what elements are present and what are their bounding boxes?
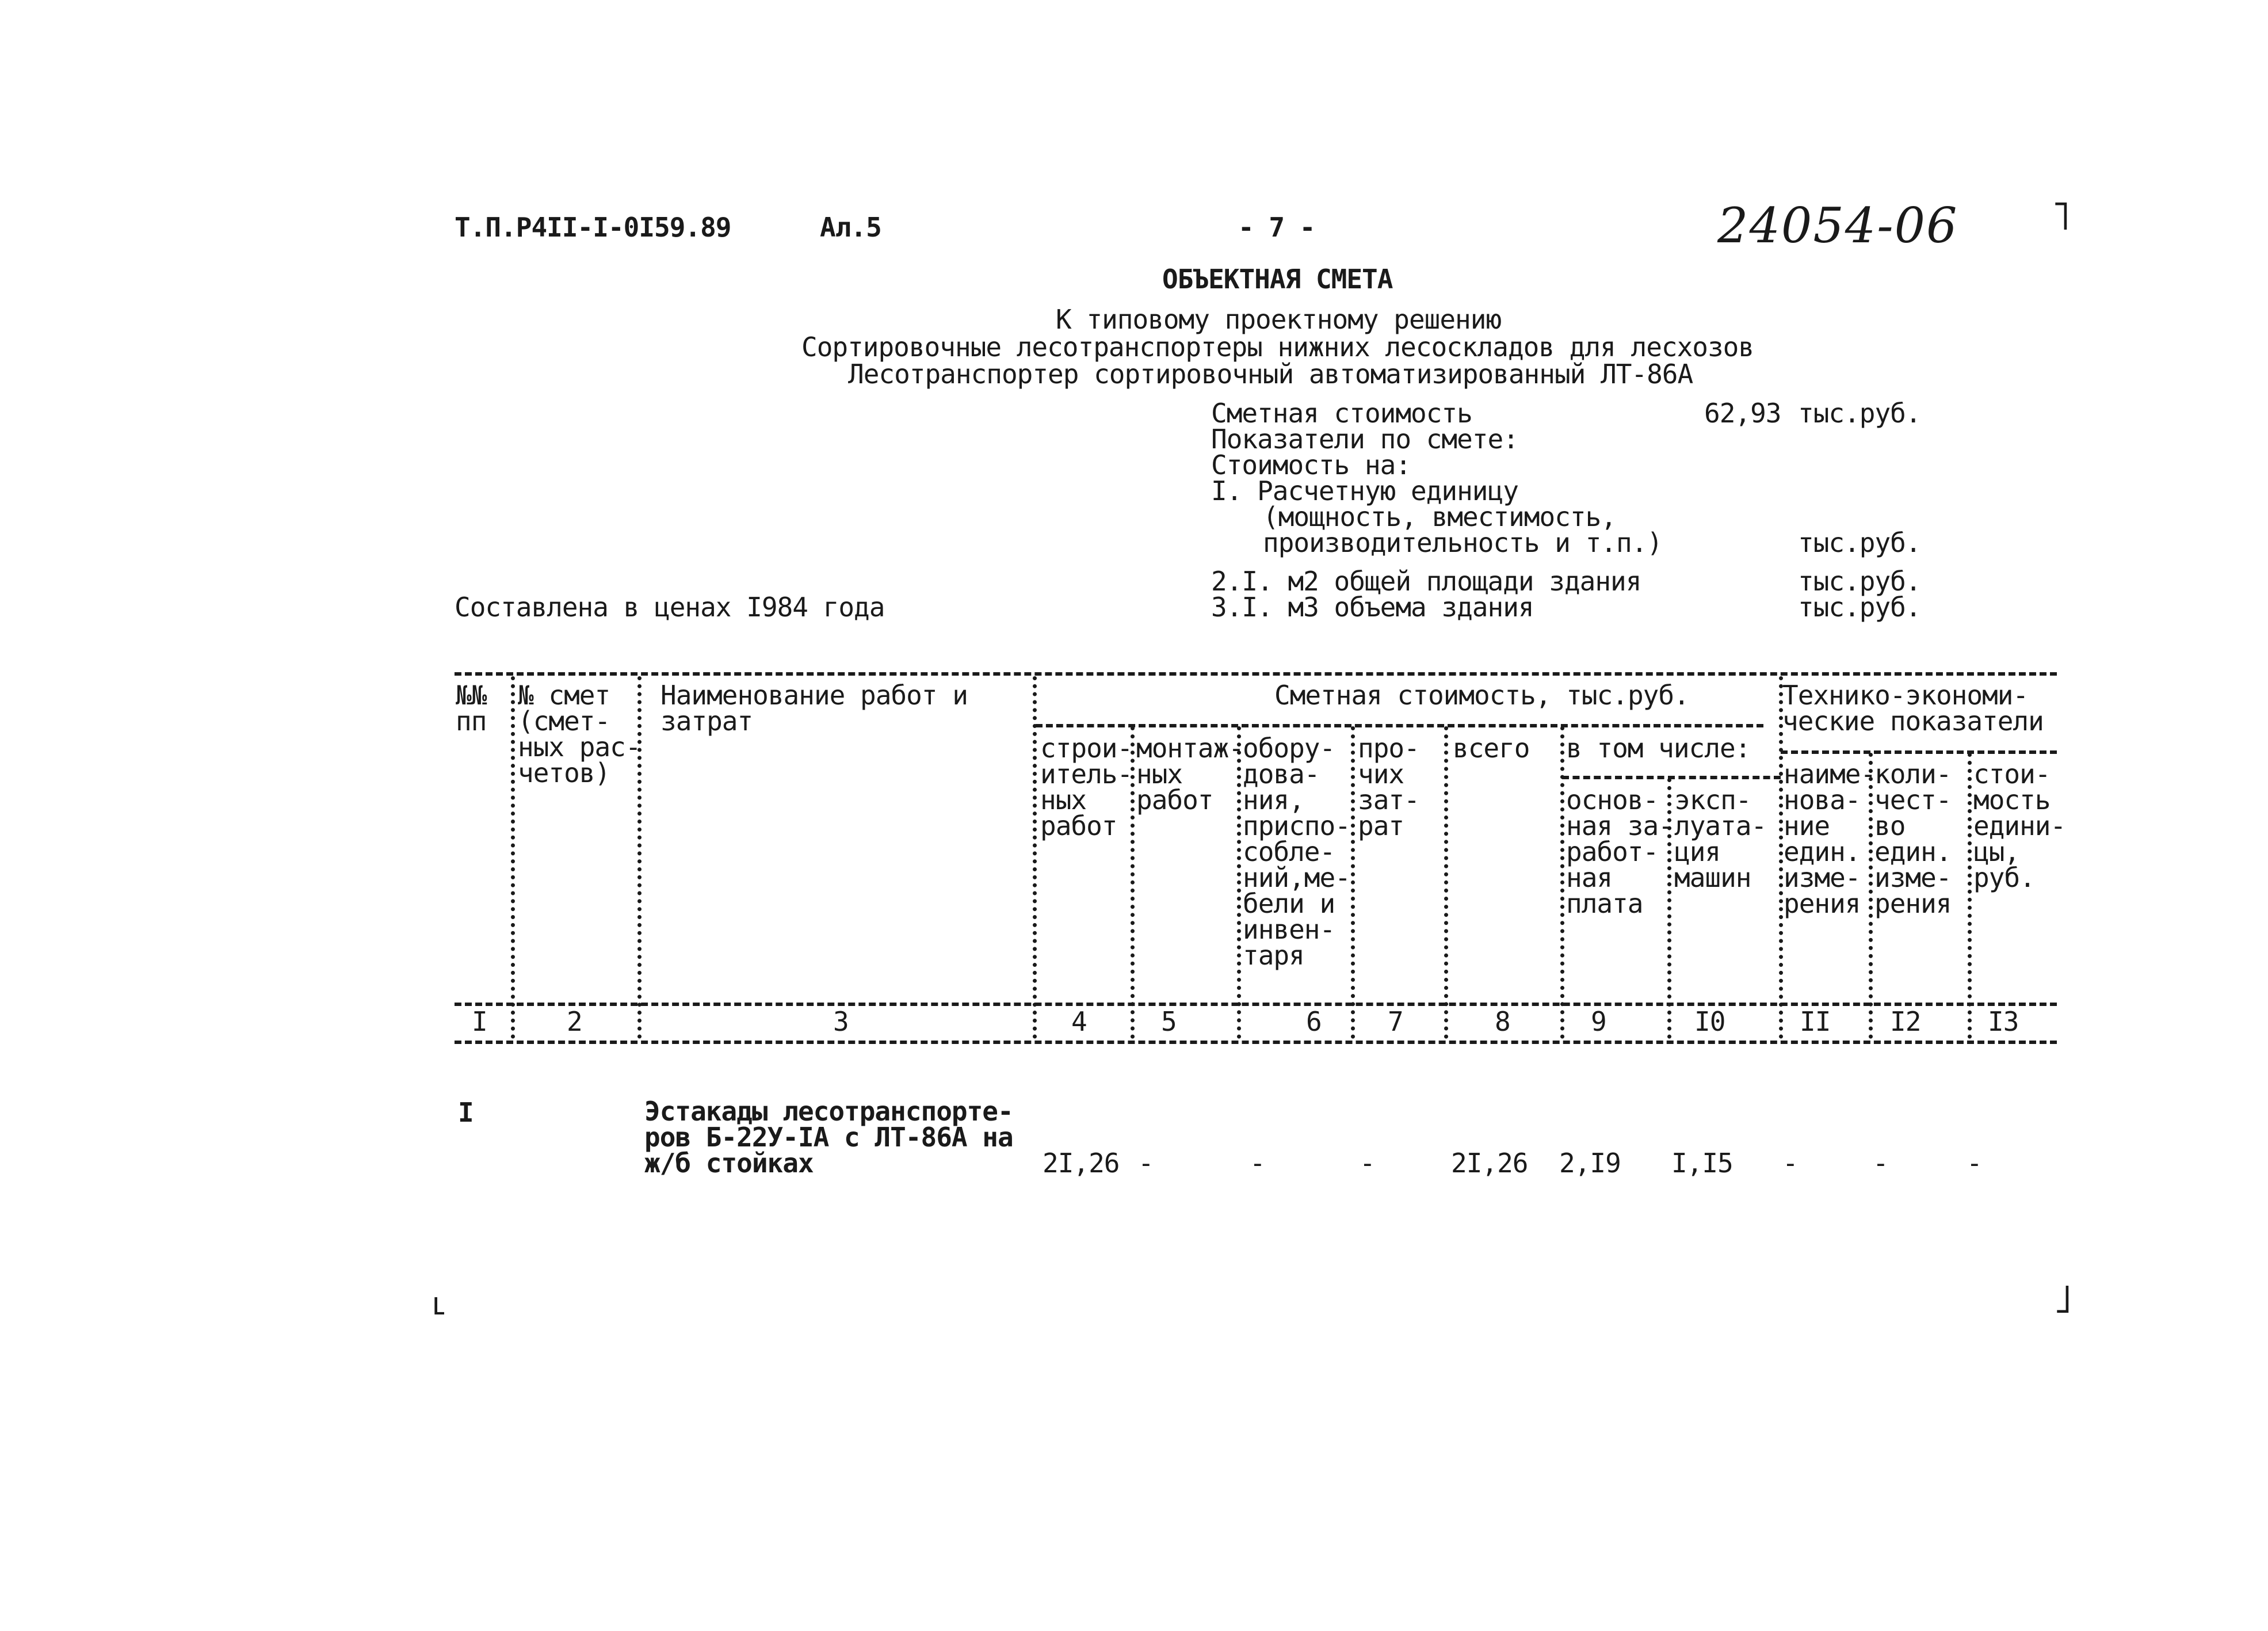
album-label: Ал.5 [820,212,881,243]
indicator-3: 3.I. м3 объема здания [1211,592,1534,623]
corner-mark-bottom-right: ˩ [2053,1275,2073,1323]
title-line-2: Сортировочные лесотранспортеры нижних лесоскладов для лесхозов [801,331,1754,363]
indicator-1-line-3: производительность и т.п.) [1263,527,1663,558]
indicators-label: Показатели по смете: [1211,424,1518,455]
estimated-cost-label: Сметная стоимость [1211,398,1472,429]
corner-mark-top-right: ˥ [2051,192,2071,239]
col-divider-8 [1560,726,1564,1039]
cell-installation-works: - [1138,1148,1154,1179]
indicator-1-line-2: (мощность, вместимость, [1263,501,1616,532]
estimate-title: ОБЪЕКТНАЯ СМЕТА [1162,264,1393,295]
row-name-line-3: ж/б стойках [644,1148,814,1179]
handwritten-inventory-number: 24054-06 [1717,197,1958,254]
estimated-cost-value: 62,93 [1704,398,1781,429]
table-rule-incl-group [1562,776,1781,779]
cell-construction-works: 2I,26 [1043,1148,1120,1179]
col-divider-7 [1444,726,1448,1039]
col-divider-1 [511,676,515,1039]
header-group-including: в том числе: [1566,733,1751,764]
prices-year-note: Составлена в ценах I984 года [455,592,885,623]
cell-unit-quantity: - [1873,1148,1888,1179]
col-divider-12 [1968,753,1972,1039]
table-rule-cost-group [1036,724,1763,727]
cell-total: 2I,26 [1451,1148,1528,1179]
header-group-estimated-cost: Сметная стоимость, тыс.руб. [1274,680,1689,711]
col-divider-2 [637,676,642,1039]
table-rule-top [455,672,2057,676]
estimated-cost-unit: тыс.руб. [1798,398,1921,429]
col-divider-6 [1351,726,1355,1039]
page-number: - 7 - [1238,212,1315,243]
table-rule-numbers-bottom [455,1041,2057,1044]
indicator-1-line-1: I. Расчетную единицу [1211,475,1518,506]
cell-machine-operation: I,I5 [1671,1148,1733,1179]
cost-for-label: Стоимость на: [1211,449,1411,481]
title-line-1: К типовому проектному решению [1056,304,1502,335]
indicator-2: 2.I. м2 общей площади здания [1211,566,1641,597]
document-code: Т.П.Р4II-I-0I59.89 [455,212,731,243]
indicator-2-unit: тыс.руб. [1798,566,1921,597]
title-line-3: Лесотранспортер сортировочный автоматизированный ЛТ-86А [848,359,1693,390]
cell-unit-cost: - [1967,1148,1982,1179]
row-name-line-2: ров Б-22У-IА с ЛТ-86А на [644,1122,1013,1153]
row-number: I [458,1097,474,1128]
cell-other-costs: - [1360,1148,1375,1179]
corner-mark-bottom-left: ˪ [433,1277,446,1324]
col-divider-11 [1869,753,1873,1039]
indicator-1-unit: тыс.руб. [1798,527,1921,558]
indicator-3-unit: тыс.руб. [1798,592,1921,623]
cell-unit-name: - [1782,1148,1798,1179]
cell-base-wages: 2,I9 [1559,1148,1621,1179]
cell-equipment: - [1250,1148,1265,1179]
col-divider-3 [1033,676,1037,1039]
col-divider-5 [1237,726,1241,1039]
table-rule-tech-group [1781,750,2057,754]
row-name-line-1: Эстакады лесотранспорте- [644,1096,1013,1127]
